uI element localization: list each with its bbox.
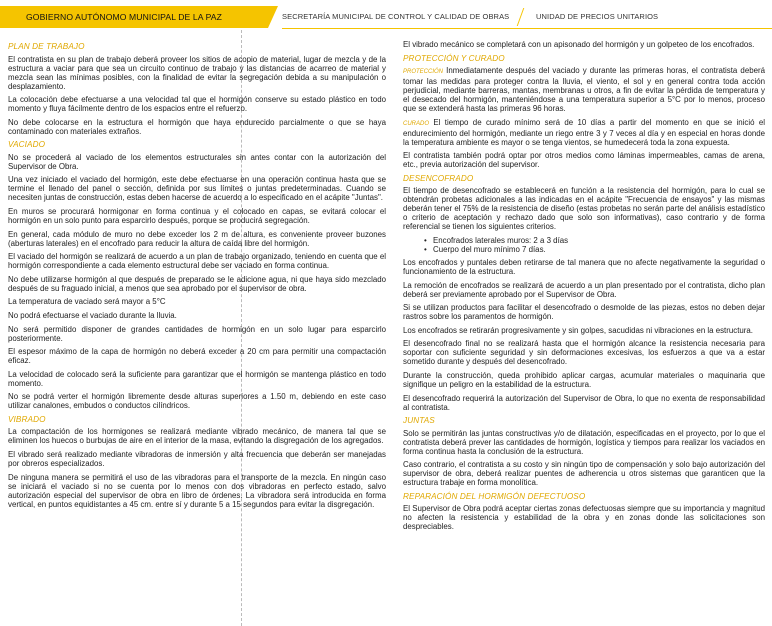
paragraph: No debe colocarse en la estructura el hormigón que haya endurecido parcialmente o que se haya contaminado con materiales extraños. [8,117,386,136]
paragraph: El desencofrado requerirá la autorización del Supervisor de Obra, lo que no exenta de responsabilidad al contratista. [403,393,765,412]
paragraph: La compactación de los hormigones se realizará mediante vibrado mecánico, de manera tal que se eliminen los huecos o burbujas de aire en el interior de la masa, evitando la disgregación de los agregados. [8,427,386,446]
paragraph: No se podrá verter el hormigón libremente desde alturas superiores a 1.50 m, debiendo en este caso utilizar canalones, embudos o conductos cilíndricos. [8,392,386,411]
paragraph-text: Inmediatamente después del vaciado y durante las primeras horas, el contratista deberá tomar las medidas para proteger contra la lluvia, el viento, el sol y en general contra toda acción perjudicial, mediante barreras, mantas, membranas u otros, a fin de evitar la pérdida de temperatura y el desecado del hormigón, manteniéndose a una temperatura superior a 5°C por lo menos, proceso que se extenderá hasta las primeras 96 horas. [403,66,765,114]
paragraph: El espesor máximo de la capa de hormigón no deberá exceder a 20 cm para permitir una compactación eficaz. [8,347,386,366]
paragraph: El desencofrado final no se realizará hasta que el hormigón alcance la resistencia necesaria para soportar con suficiente seguridad y sin deformaciones excesivas, los esfuerzos a que va a estar sometido durante y después del desencofrado. [403,339,765,367]
section-title-vaciado: VACIADO [8,140,46,150]
paragraph [403,66,765,113]
paragraph: La remoción de encofrados se realizará de acuerdo a un plan presentado por el contratista, dicho plan deberá ser previamente aprobado por el Supervisor de Obra. [403,280,765,299]
org-title: GOBIERNO AUTÓNOMO MUNICIPAL DE LA PAZ [0,6,268,28]
right-column [403,40,765,536]
paragraph: No será permitido disponer de grandes cantidades de hormigón en un solo lugar para esparcirlo posteriormente. [8,324,386,343]
paragraph: El Supervisor de Obra podrá aceptar ciertas zonas defectuosas siempre que su importancia y magnitud no afecten la resistencia y estabilidad de la obra y en zonas donde las solicitaciones son despreciables. [403,504,765,532]
paragraph: En muros se procurará hormigonar en forma continua y el colocado en capas, se evitará colocar el hormigón en un solo punto para esparcirlo después, porque se producirá segregación. [8,206,386,225]
paragraph: Caso contrario, el contratista a su costo y sin ningún tipo de compensación y solo bajo autorización del supervisor de obra, deberá realizar puentes de adherencia u otros sistemas que garanticen que la estructura trabaje en forma monolítica. [403,460,765,488]
header-rule [282,28,772,29]
paragraph: El tiempo de desencofrado se establecerá en función a la resistencia del hormigón, para lo cual se obtendrán probetas adicionales a las indicadas en el acápite "Frecuencia de ensayos" y las mismas deberán tener el 75% de la resistencia de diseño (estas probetas no serán parte del análisis estadístico o criterio de aceptación y rechazo dado que solo son informativas), caso contrario y de forma referencial se tienen los siguientes criterios. [403,186,765,232]
paragraph: Una vez iniciado el vaciado del hormigón, este debe efectuarse en una operación continua hasta que se termine el llenado del panel o sección, definida por sus límites o juntas predeterminadas. Cuando se necesiten juntas de construcción, estas deben hacerse de acuerdo a lo especificado en el acápite "Juntas". [8,175,386,203]
left-column [8,40,386,513]
paragraph: La velocidad de colocado será la suficiente para garantizar que el hormigón se mantenga plástico en todo momento. [8,369,386,388]
section-title-reparacion: REPARACIÓN DEL HORMIGÓN DEFECTUOSO [403,491,586,501]
list-item: • Encofrados laterales muros: 2 a 3 días [433,236,765,245]
header-separator [517,8,525,26]
paragraph: La colocación debe efectuarse a una velocidad tal que el hormigón conserve su estado plástico en todo momento y fluya fácilmente dentro de los espacios entre el refuerzo. [8,95,386,114]
paragraph: No podrá efectuarse el vaciado durante la lluvia. [8,310,177,320]
section-title-juntas: JUNTAS [403,416,435,426]
paragraph: El vaciado del hormigón se realizará de acuerdo a un plan de trabajo organizado, teniendo en cuenta que el hormigón correspondiente a cada elemento estructural debe ser vaciado en forma continua. [8,252,386,271]
secretaria-label: SECRETARÍA MUNICIPAL DE CONTROL Y CALIDAD DE OBRAS [282,12,510,21]
paragraph-text: El tiempo de curado mínimo será de 10 días a partir del momento en que se inició el endurecimiento del hormigón, mediante un riego entre 3 y 7 veces al día y en especial en horas donde la temperatura ambiente es mayor o se tenga vientos, se humedecerá toda la zona expuesta. [403,117,765,147]
paragraph: El contratista también podrá optar por otros medios como láminas impermeables, camas de arena, etc., previa autorización del supervisor. [403,151,765,170]
paragraph: No debe utilizarse hormigón al que después de preparado se le adicione agua, ni que haya sido mezclado después de su fraguado inicial, a menos que sea aprobado por el supervisor de obra. [8,274,386,293]
page-header [0,0,772,34]
section-title-proteccion: PROTECCIÓN Y CURADO [403,53,505,63]
bullet-list [403,236,765,254]
section-title-vibrado: VIBRADO [8,414,46,424]
paragraph: El vibrado mecánico se completará con un apisonado del hormigón y un golpeteo de los encofrados. [403,40,755,49]
paragraph [403,118,765,147]
paragraph: Los encofrados y puntales deben retirarse de tal manera que no afecte negativamente la seguridad o funcionamiento de la estructura. [403,257,765,276]
paragraph: No se procederá al vaciado de los elementos estructurales sin antes contar con la autorización del Supervisor de Obra. [8,152,386,171]
inline-label-proteccion: PROTECCIÓN [403,69,444,76]
section-title-plan: PLAN DE TRABAJO [8,42,85,51]
list-item: • Cuerpo del muro mínimo 7 días. [433,245,765,254]
inline-label-curado: CURADO [403,120,430,127]
paragraph: El vibrado será realizado mediante vibradoras de inmersión y alta frecuencia que deberán ser manejadas por obreros especializados. [8,450,386,468]
paragraph: La temperatura de vaciado será mayor a 5°C [8,297,166,307]
paragraph: Si se utilizan productos para facilitar el desencofrado o desmolde de las piezas, estos no deben dejar rastros sobre los paramentos de hormigón. [403,303,765,322]
paragraph: Durante la construcción, queda prohibido aplicar cargas, acumular materiales o maquinaria que signifique un peligro en la estabilidad de la estructura. [403,370,765,389]
paragraph: En general, cada módulo de muro no debe exceder los 2 m de altura, es conveniente proveer buzones (aberturas laterales) en el encofrado para reducir la altura de caída libre del hormigón. [8,229,386,248]
unit-label: UNIDAD DE PRECIOS UNITARIOS [536,12,659,21]
paragraph: Los encofrados se retirarán progresivamente y sin golpes, sacudidas ni vibraciones en la estructura. [403,325,754,335]
paragraph: El contratista en su plan de trabajo deberá proveer los sitios de acopio de material, lugar de mezcla y de la estructura a vaciar para que sea un circuito continuo de trabajo y las distancias de acarreo de material y mezcla sean las mínimas posibles, con la finalidad de evitar la segregación debida a su manipulación o desplazamiento. [8,54,386,91]
paragraph: De ninguna manera se permitirá el uso de las vibradoras para el transporte de la mezcla. En ningún caso se iniciará el vaciado si no se cuenta por lo menos con dos vibradoras en perfecto estado, salvo autorización especial del supervisor de obra en libro de órdenes. La vibradora será introducida en forma vertical, en puntos equidistantes a 45 cm. entre sí y durante 5 a 15 segundos para evitar la disgregación. [8,472,386,509]
paragraph: Solo se permitirán las juntas constructivas y/o de dilatación, especificadas en el proyecto, por lo que el contratista deberá prever las cantidades de hormigón, logística y tiempos para realizar los vaciados en forma continua hasta la conclusión de la estructura. [403,428,765,456]
section-title-desencofrado: DESENCOFRADO [403,173,474,183]
